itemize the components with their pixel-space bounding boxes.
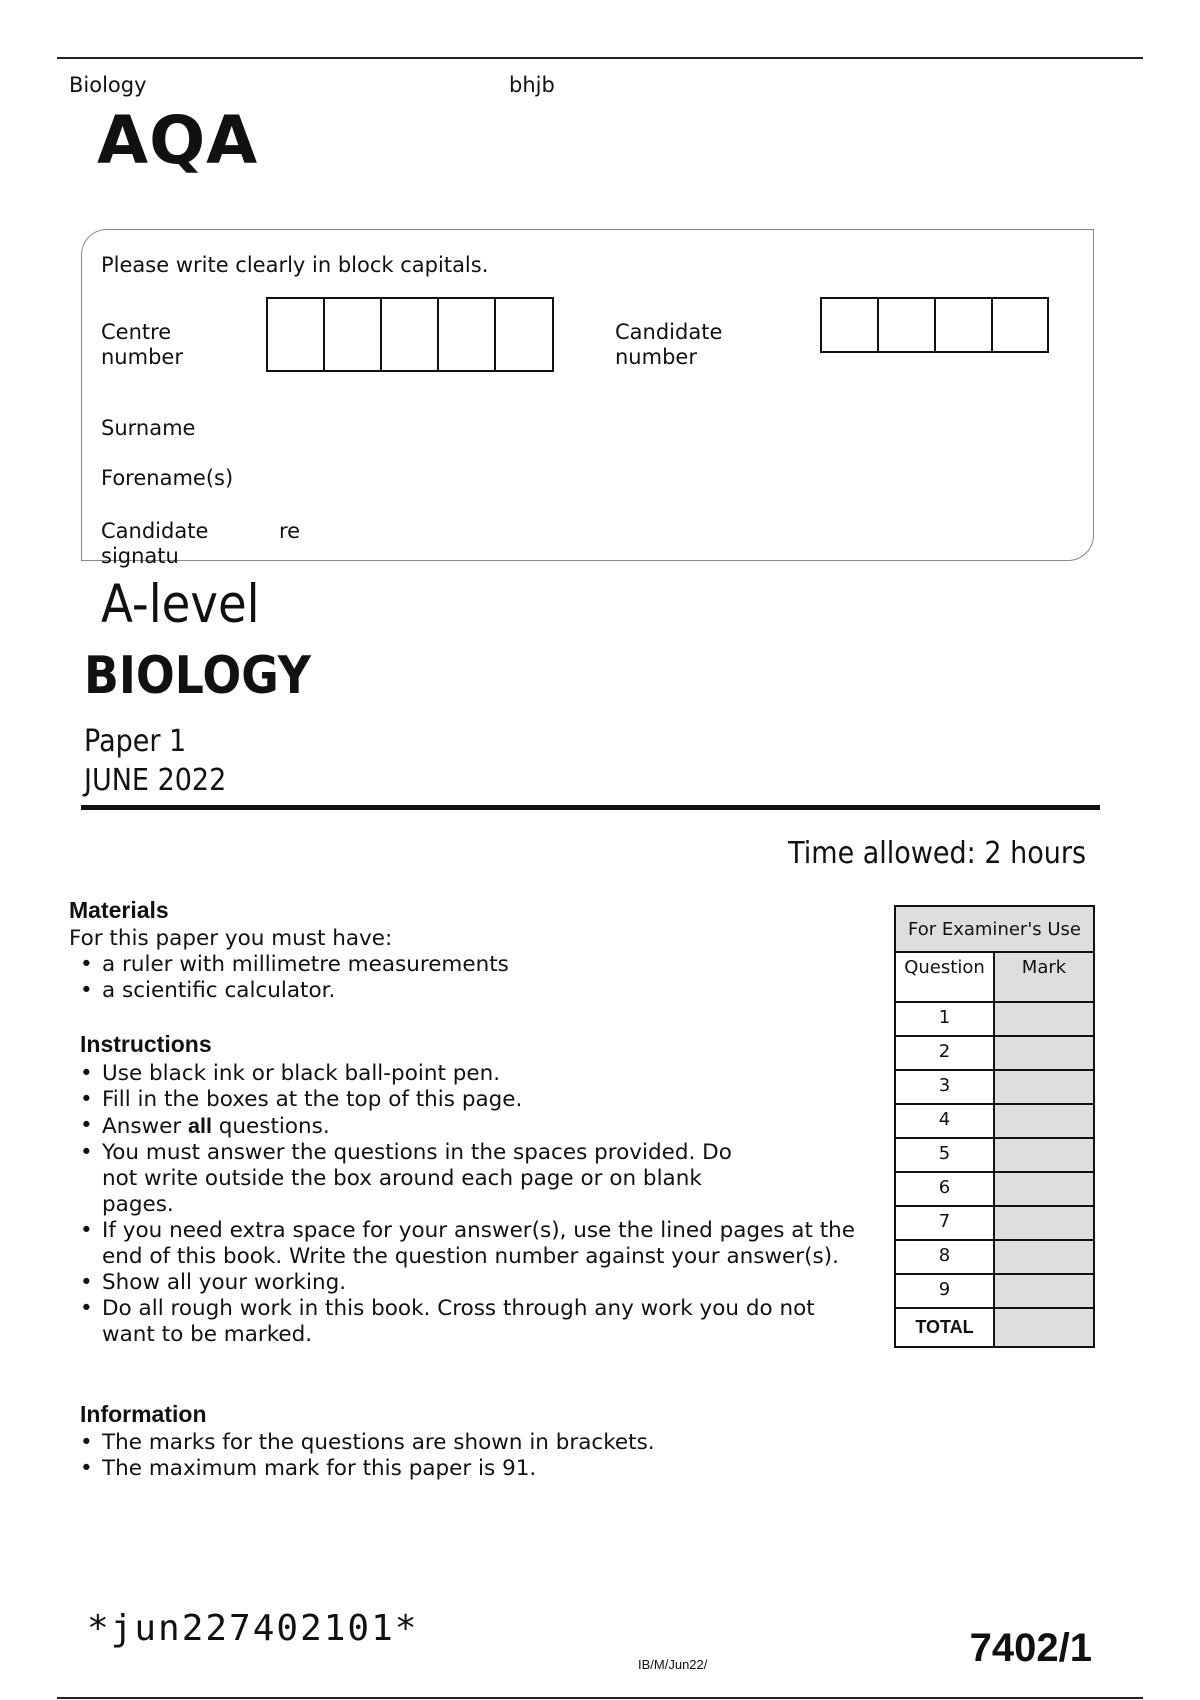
centre-number-digit-box[interactable] <box>268 299 325 370</box>
table-total-row <box>896 1309 1093 1346</box>
mark-cell[interactable] <box>995 1275 1093 1307</box>
mark-cell[interactable] <box>995 1105 1093 1137</box>
title-divider <box>81 805 1100 810</box>
mark-cell[interactable] <box>995 1071 1093 1103</box>
mark-column-header: Mark <box>995 953 1093 1001</box>
surname-label: Surname <box>101 416 196 440</box>
candidate-number-digit-box[interactable] <box>822 299 879 351</box>
question-number: 1 <box>896 1003 995 1035</box>
list-item <box>80 1113 850 1140</box>
paper-number: Paper 1 <box>84 724 187 759</box>
answer-prefix: Answer <box>102 1114 189 1139</box>
information-section <box>80 1401 850 1482</box>
total-mark-cell[interactable] <box>995 1309 1093 1346</box>
total-label: TOTAL <box>896 1309 995 1346</box>
mark-cell[interactable] <box>995 1241 1093 1273</box>
centre-number-digit-box[interactable] <box>325 299 382 370</box>
table-header-row <box>896 953 1093 1003</box>
candidate-number-boxes <box>820 297 1049 353</box>
information-heading: Information <box>80 1401 207 1427</box>
subject-title: BIOLOGY <box>84 646 311 706</box>
materials-list <box>80 952 849 1004</box>
signature-label: Candidate signatu <box>101 519 209 568</box>
question-number: 4 <box>896 1105 995 1137</box>
document-reference: IB/M/Jun22/ <box>638 1657 708 1672</box>
instructions-list <box>80 1061 856 1348</box>
forenames-label: Forename(s) <box>101 466 234 490</box>
list-item: • a ruler with millimetre measurements <box>80 952 849 978</box>
candidate-number-label: Candidate number <box>615 320 723 369</box>
aqa-logo: AQA <box>97 102 259 179</box>
list-item: • Do all rough work in this book. Cross through any work you do not want to be marked. <box>80 1296 822 1348</box>
mark-cell[interactable] <box>995 1207 1093 1239</box>
list-item: • The marks for the questions are shown in brackets. <box>80 1430 850 1456</box>
candidate-number-digit-box[interactable] <box>993 299 1047 351</box>
centre-number-boxes <box>266 297 554 372</box>
list-item: • Show all your working. <box>80 1270 850 1296</box>
mark-cell[interactable] <box>995 1139 1093 1171</box>
examiners-use-title: For Examiner's Use <box>896 907 1093 953</box>
question-number: 5 <box>896 1139 995 1171</box>
table-row <box>896 1003 1093 1037</box>
list-item: • Use black ink or black ball-point pen. <box>80 1061 850 1087</box>
mark-cell[interactable] <box>995 1003 1093 1035</box>
time-allowed: Time allowed: 2 hours <box>788 836 1086 871</box>
list-item: • a scientific calculator. <box>80 978 849 1004</box>
list-item: • If you need extra space for your answer(s), use the lined pages at the end of this book. Write the question number against your answer(s). <box>80 1218 872 1270</box>
question-number: 6 <box>896 1173 995 1205</box>
table-row <box>896 1105 1093 1139</box>
exam-date: JUNE 2022 <box>84 763 227 798</box>
table-row <box>896 1173 1093 1207</box>
centre-number-digit-box[interactable] <box>439 299 496 370</box>
materials-heading: Materials <box>69 897 169 923</box>
instructions-heading: Instructions <box>80 1031 212 1057</box>
list-item: • The maximum mark for this paper is 91. <box>80 1456 850 1482</box>
examiners-use-table <box>894 905 1095 1348</box>
code-tag: bhjb <box>509 73 555 97</box>
mark-cell[interactable] <box>995 1037 1093 1069</box>
top-rule <box>57 57 1143 59</box>
question-number: 9 <box>896 1275 995 1307</box>
centre-number-label: Centre number <box>101 320 183 369</box>
information-list <box>80 1430 850 1482</box>
centre-number-digit-box[interactable] <box>496 299 552 370</box>
question-number: 7 <box>896 1207 995 1239</box>
list-item: • Fill in the boxes at the top of this page. <box>80 1087 850 1113</box>
candidate-details-box <box>81 229 1094 561</box>
table-row <box>896 1207 1093 1241</box>
table-row <box>896 1241 1093 1275</box>
signature-label-suffix: re <box>279 519 301 543</box>
question-column-header: Question <box>896 953 995 1001</box>
centre-number-digit-box[interactable] <box>382 299 439 370</box>
mark-cell[interactable] <box>995 1173 1093 1205</box>
materials-section <box>69 897 849 1004</box>
subject-tag: Biology <box>69 73 147 97</box>
bottom-rule <box>57 1697 1143 1699</box>
table-row <box>896 1275 1093 1309</box>
answer-suffix: questions. <box>211 1114 330 1139</box>
paper-code: 7402/1 <box>969 1626 1092 1670</box>
instructions-section <box>80 1031 856 1348</box>
candidate-number-digit-box[interactable] <box>936 299 993 351</box>
block-capitals-instruction: Please write clearly in block capitals. <box>101 253 489 277</box>
materials-intro: For this paper you must have: <box>69 926 393 951</box>
answer-emphasis: all <box>188 1114 212 1138</box>
qualification-level: A-level <box>101 574 260 635</box>
list-item: • You must answer the questions in the spaces provided. Do not write outside the box around each page or on blank pages. <box>80 1140 762 1218</box>
table-row <box>896 1037 1093 1071</box>
table-row <box>896 1071 1093 1105</box>
table-row <box>896 1139 1093 1173</box>
candidate-number-digit-box[interactable] <box>879 299 936 351</box>
barcode-text: *jun227402101* <box>87 1608 419 1649</box>
question-number: 2 <box>896 1037 995 1069</box>
question-number: 8 <box>896 1241 995 1273</box>
question-number: 3 <box>896 1071 995 1103</box>
